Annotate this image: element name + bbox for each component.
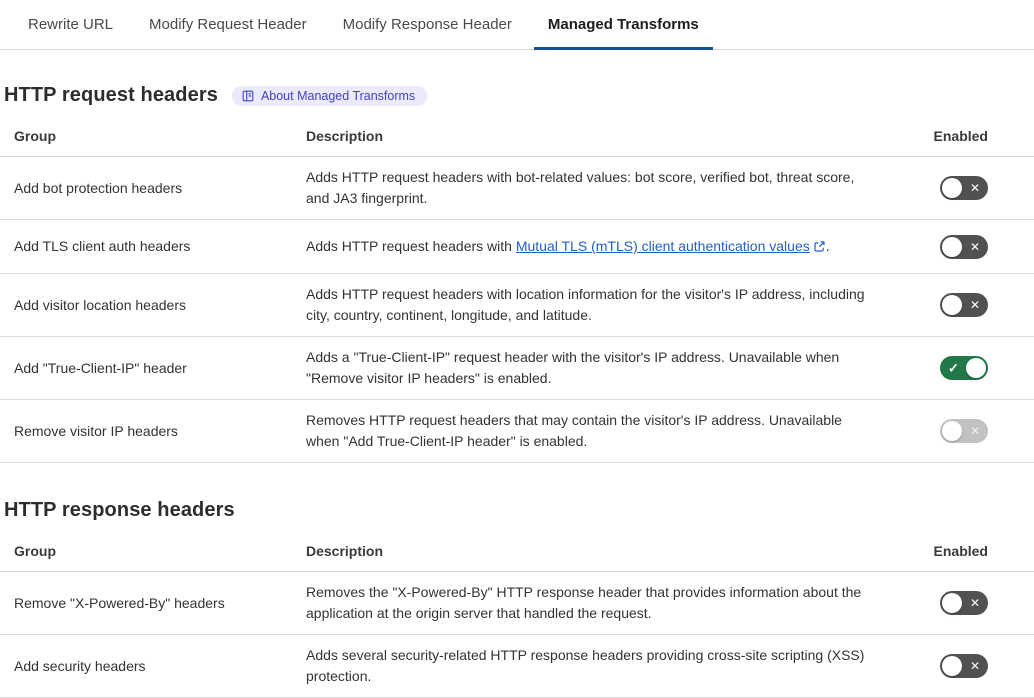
column-header-enabled: Enabled: [933, 128, 988, 144]
row-description: [306, 226, 888, 267]
mtls-docs-link[interactable]: [516, 238, 826, 254]
row-group-label: Add TLS client auth headers: [14, 238, 191, 254]
toggle-knob: [942, 295, 962, 315]
row-description: Removes the "X-Powered-By" HTTP response header that provides information about the application at the origin server that handled the request.: [306, 584, 862, 621]
response-headers-table: [0, 532, 1034, 698]
about-managed-transforms-link[interactable]: [232, 86, 427, 106]
row-description: Adds HTTP request headers with location information for the visitor's IP address, including city, country, continent, longitude, and latitude.: [306, 286, 865, 323]
row-description: Adds several security-related HTTP response headers providing cross-site scripting (XSS) protection.: [306, 647, 865, 684]
toggle-add-tls-client-auth-headers[interactable]: [940, 235, 988, 259]
request-headers-title: HTTP request headers: [4, 84, 218, 106]
toggle-knob: [942, 593, 962, 613]
description-text: Adds HTTP request headers with: [306, 238, 516, 254]
toggle-remove-visitor-ip-headers[interactable]: [940, 419, 988, 443]
column-header-group: Group: [14, 543, 56, 559]
table-row: [0, 635, 1034, 698]
table-row: [0, 400, 1034, 463]
x-icon: ✕: [969, 424, 980, 438]
x-icon: ✕: [969, 298, 980, 312]
toggle-knob: [942, 178, 962, 198]
description-text: .: [825, 238, 830, 254]
table-row: [0, 572, 1034, 635]
check-icon: ✓: [948, 360, 959, 376]
table-row: [0, 274, 1034, 337]
row-description: Adds a "True-Client-IP" request header with the visitor's IP address. Unavailable when "Remove visitor IP headers" is enabled.: [306, 349, 840, 386]
toggle-knob: [966, 358, 986, 378]
x-icon: ✕: [969, 181, 980, 195]
about-managed-transforms-label: About Managed Transforms: [260, 88, 416, 103]
request-headers-section-header: [4, 84, 1034, 107]
table-header-row: [0, 532, 1034, 572]
toggle-add-visitor-location-headers[interactable]: [940, 293, 988, 317]
request-headers-table: [0, 117, 1034, 463]
table-row: [0, 337, 1034, 400]
table-row: [0, 220, 1034, 274]
transform-rules-tabbar: [0, 0, 1034, 50]
x-icon: ✕: [969, 659, 980, 673]
table-row: [0, 157, 1034, 220]
row-group-label: Add visitor location headers: [14, 296, 186, 313]
tab-modify-request-header[interactable]: Modify Request Header: [135, 0, 321, 49]
table-header-row: [0, 117, 1034, 157]
toggle-knob: [942, 237, 962, 257]
column-header-description: Description: [306, 543, 384, 559]
column-header-enabled: Enabled: [933, 543, 988, 559]
response-headers-section-header: [4, 499, 1034, 522]
toggle-add-security-headers[interactable]: [940, 654, 988, 678]
column-header-group: Group: [14, 128, 56, 144]
row-group-label: Add bot protection headers: [14, 179, 183, 196]
tab-rewrite-url[interactable]: Rewrite URL: [14, 0, 127, 49]
external-link-icon: [810, 238, 826, 254]
toggle-knob: [942, 656, 962, 676]
row-description: Adds HTTP request headers with bot-related values: bot score, verified bot, threat score, and JA3 fingerprint.: [306, 169, 855, 206]
mtls-docs-link-label: Mutual TLS (mTLS) client authentication values: [515, 238, 810, 254]
book-icon: [241, 89, 255, 103]
row-group-label: Remove "X-Powered-By" headers: [14, 594, 225, 611]
x-icon: ✕: [969, 596, 980, 610]
toggle-add-bot-protection-headers[interactable]: [940, 176, 988, 200]
response-headers-title: HTTP response headers: [4, 499, 235, 521]
row-group-label: Add security headers: [14, 657, 146, 674]
toggle-remove-x-powered-by-headers[interactable]: [940, 591, 988, 615]
toggle-knob: [942, 421, 962, 441]
row-description: Removes HTTP request headers that may contain the visitor's IP address. Unavailable when "Add True-Client-IP header" is enabled.: [306, 412, 842, 449]
toggle-add-true-client-ip-header[interactable]: [940, 356, 988, 380]
column-header-description: Description: [306, 128, 384, 144]
x-icon: ✕: [969, 239, 980, 254]
row-group-label: Remove visitor IP headers: [14, 422, 178, 439]
row-group-label: Add "True-Client-IP" header: [14, 359, 187, 376]
tab-modify-response-header[interactable]: Modify Response Header: [329, 0, 526, 49]
tab-managed-transforms[interactable]: Managed Transforms: [534, 0, 713, 49]
